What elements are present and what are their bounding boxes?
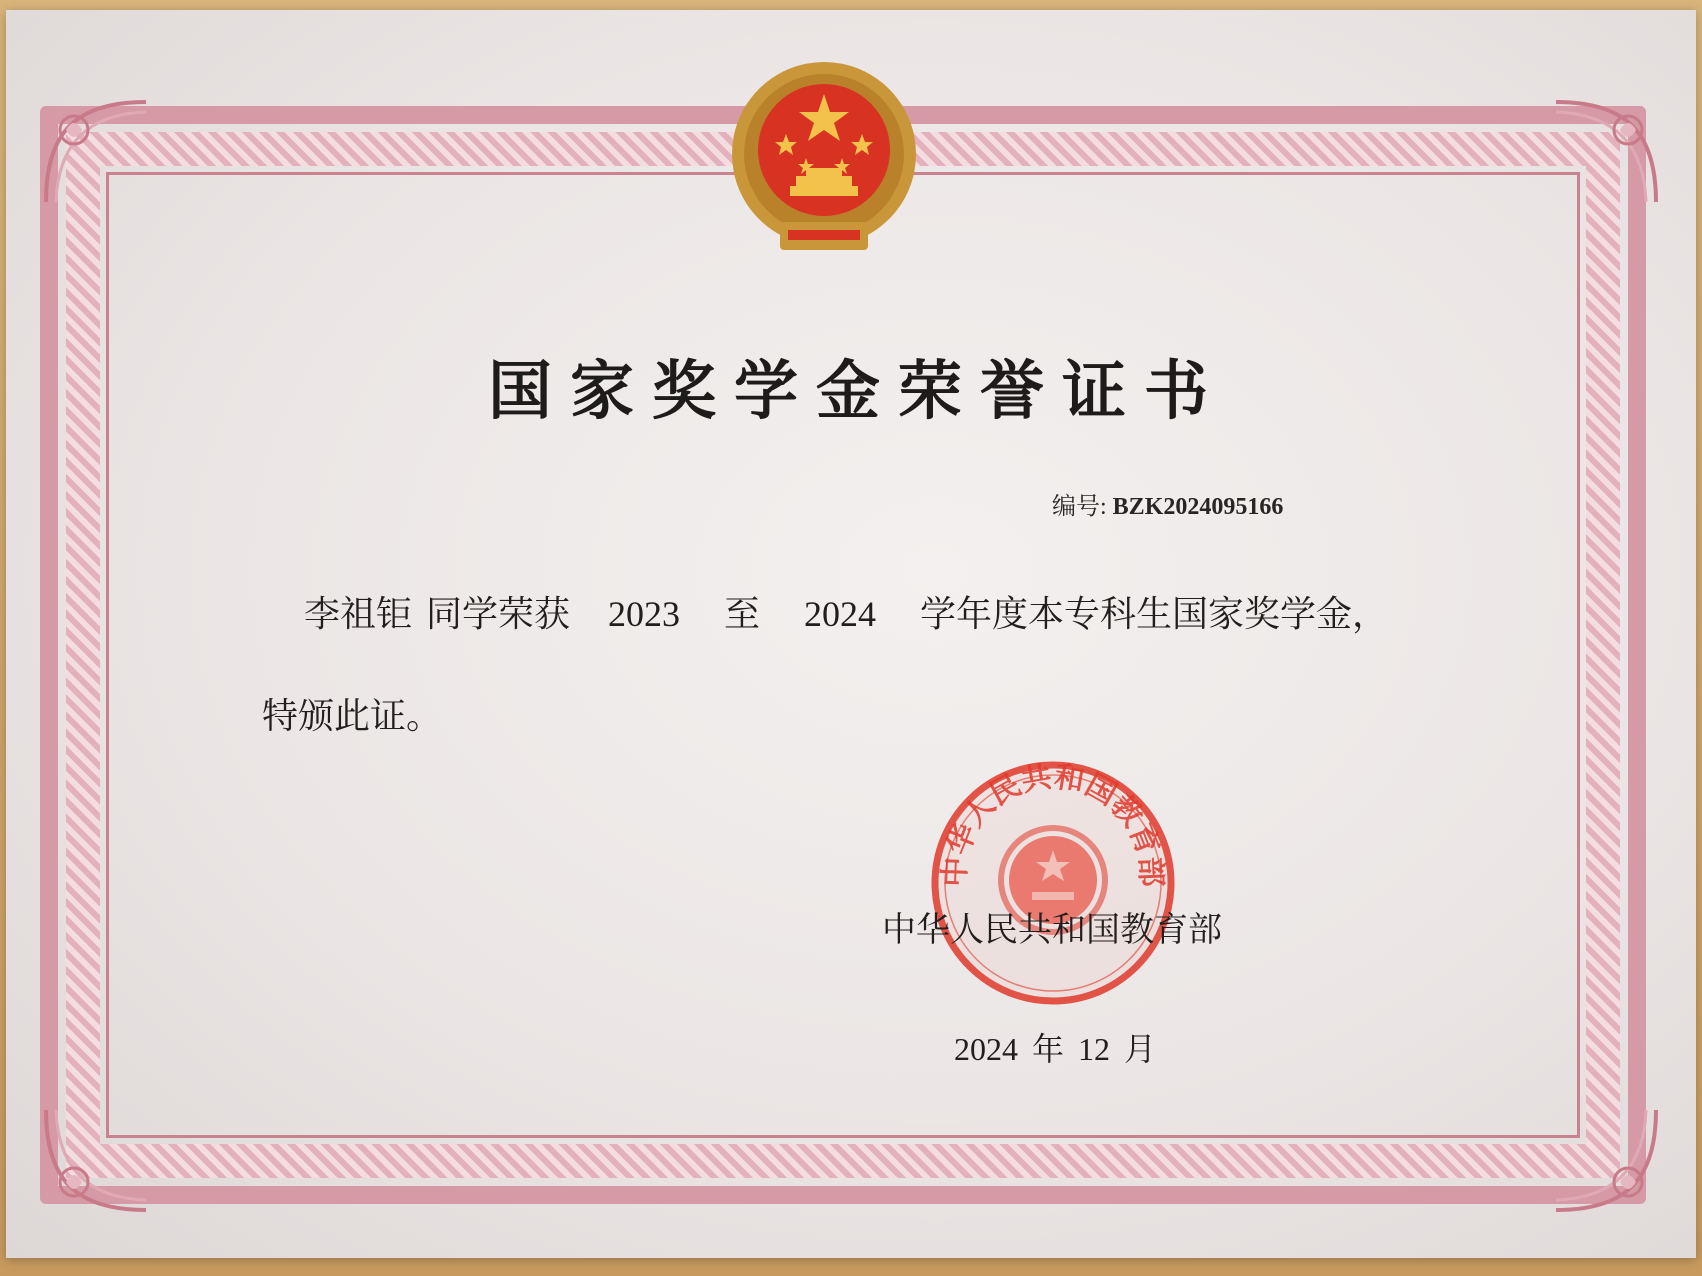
- corner-ornament-bottom-right-icon: [1546, 1100, 1666, 1220]
- award-name: 学年度本专科生国家奖学金，: [920, 594, 1389, 634]
- corner-ornament-top-right-icon: [1546, 92, 1666, 212]
- serial-value: BZK2024095166: [1112, 494, 1284, 520]
- serial-number: [1052, 486, 1283, 521]
- text-to: 至: [724, 594, 761, 634]
- year-from: 2023: [608, 594, 681, 634]
- date-year: 2024: [954, 1031, 1018, 1067]
- year-to: 2024: [804, 594, 877, 634]
- seal-text: 中华人民共和国教育部: [937, 759, 1169, 888]
- decorative-border: [40, 106, 1646, 1204]
- date-year-unit: 年: [1032, 1031, 1065, 1067]
- official-seal-icon: [928, 758, 1178, 1008]
- serial-label: 编号:: [1052, 494, 1107, 520]
- award-statement: [304, 586, 1388, 637]
- corner-ornament-top-left-icon: [36, 92, 156, 212]
- certificate-title: 国家奖学金荣誉证书: [488, 354, 1226, 429]
- national-emblem-icon: [724, 54, 924, 264]
- issue-date: [954, 1024, 1170, 1070]
- closing-text: 特颁此证。: [262, 696, 443, 736]
- issuer-name: 中华人民共和国教育部: [882, 912, 1222, 949]
- date-month: 12: [1078, 1031, 1111, 1067]
- date-month-unit: 月: [1124, 1031, 1157, 1067]
- text-awarded: 同学荣获: [426, 594, 571, 634]
- student-name: 李祖钜: [304, 594, 413, 634]
- certificate-paper: [6, 10, 1696, 1258]
- corner-ornament-bottom-left-icon: [36, 1100, 156, 1220]
